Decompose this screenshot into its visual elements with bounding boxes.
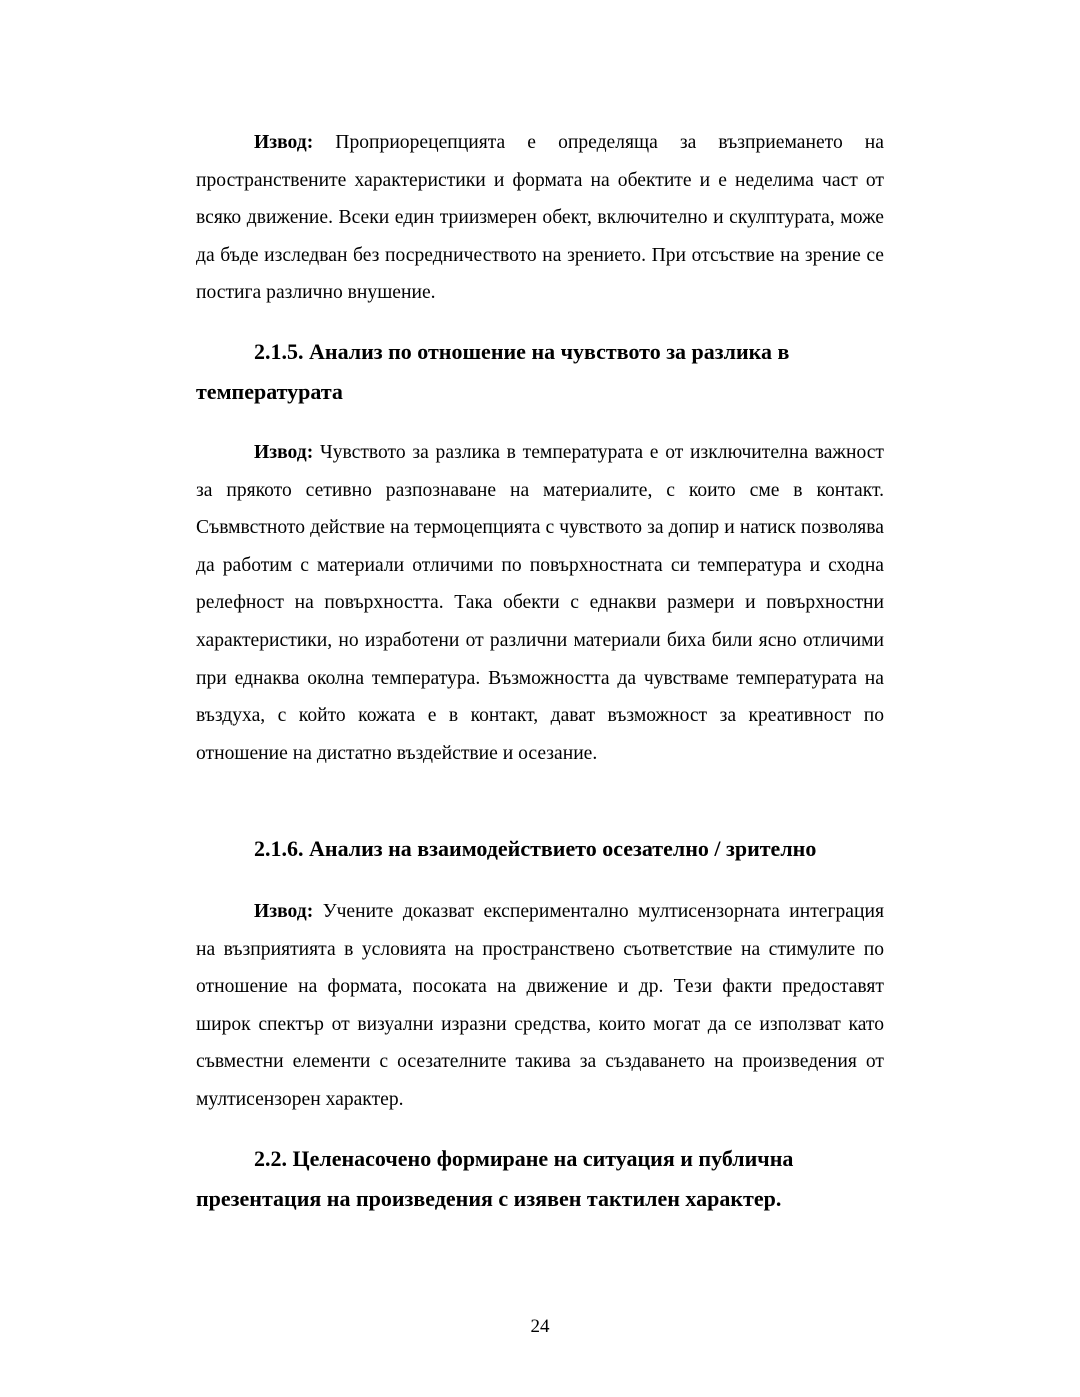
conclusion-label: Извод: bbox=[254, 132, 314, 153]
conclusion-paragraph-tactile-visual bbox=[196, 893, 884, 1119]
paragraph-text: Проприорецепцията е определяща за възприемането на пространствените характеристики и формата на обектите и е неделима част от всяко движение. Всеки един триизмерен обект, включително и скулптурата, може да бъде изследван без посредничеството на зрението. При отсъствие на зрение се постига различно внушение. bbox=[196, 132, 884, 304]
section-heading-2-2: 2.2. Целенасочено формиране на ситуация и публична презентация на произведения с изявен тактилен характер. bbox=[196, 1146, 794, 1211]
page-number: 24 bbox=[530, 1316, 550, 1337]
section-heading-2-1-5: 2.1.5. Анализ по отношение на чувството за разлика в температурата bbox=[196, 339, 790, 404]
conclusion-label: Извод: bbox=[254, 901, 314, 922]
paragraph-text: Учените доказват експериментално мултисензорната интеграция на възприятията в условията на пространствено съответствие на стимулите по отношение на формата, посоката на движение и др. Тези факти предоставят широк спектър от визуални изразни средства, които могат да се използват като съвместни елементи с осезателните такива за създаването на произведения от мултисензорен характер. bbox=[196, 901, 884, 1110]
section-heading-2-1-6: 2.1.6. Анализ на взаимодействието осезателно / зрително bbox=[254, 836, 817, 861]
conclusion-paragraph-proprioception bbox=[196, 124, 884, 312]
conclusion-paragraph-temperature bbox=[196, 434, 884, 772]
conclusion-label: Извод: bbox=[254, 442, 314, 463]
paragraph-text: Чувството за разлика в температурата е от изключителна важност за прякото сетивно разпознаване на материалите, с които сме в контакт. Съвмвстното действие на термоцепцията с чувството за допир и натиск позволява да работим с материали отличими по повърхностната си температура и сходна релефност на повърхността. Така обекти с еднакви размери и повърхностни характеристики, но изработени от различни материали биха били ясно отличими при еднаква околна температура. Възможността да чувстваме температурата на въздуха, с който кожата е в контакт, дават възможност за креативност по отношение на дистатно въздействие и осезание. bbox=[196, 442, 884, 764]
